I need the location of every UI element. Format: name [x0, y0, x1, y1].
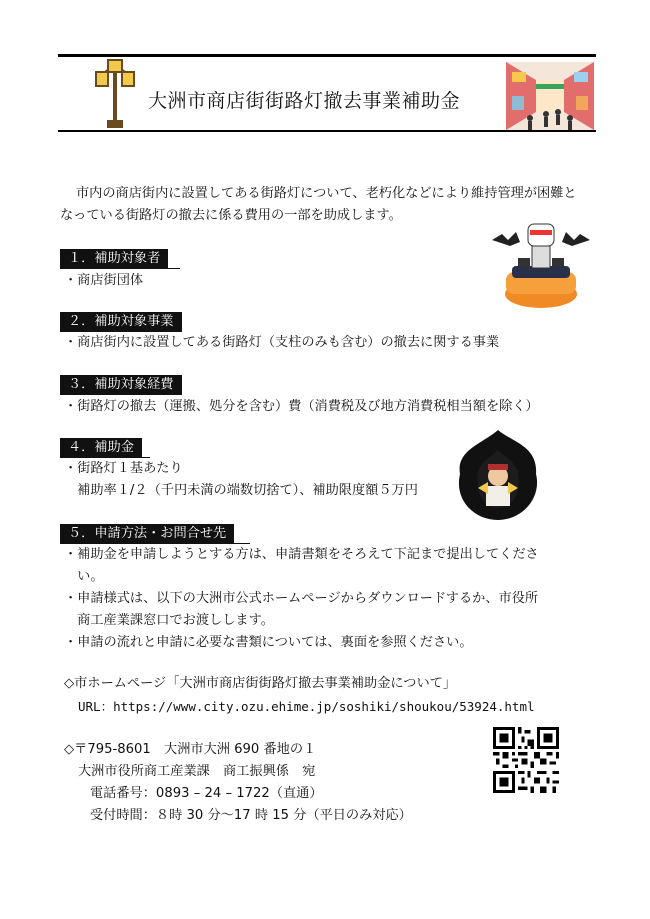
section-5-line-5: ・申請の流れと申請に必要な書類については、裏面を参照ください。	[64, 635, 473, 650]
section-5-line-4: 商工産業課窓口でお渡しします。	[64, 613, 274, 628]
page-title: 大洲市商店街街路灯撤去事業補助金	[148, 90, 461, 112]
section-3-line-1: ・街路灯の撤去（運搬、処分を含む）費（消費税及び地方消費税相当額を除く）	[64, 399, 539, 414]
section-heading-4: ４．補助金	[60, 438, 142, 457]
homepage-url-link[interactable]: URL：https://www.city.ozu.ehime.jp/soshiki/shoukou/53924.html	[78, 699, 535, 714]
section-heading-5: ５．申請方法・お問合せ先	[60, 524, 234, 543]
contact-hours: 受付時間：８時 30 分～17 時 15 分（平日のみ対応）	[90, 808, 412, 823]
section-5-line-2: い。	[64, 569, 104, 584]
qr-code-icon[interactable]	[493, 727, 559, 793]
section-4-line-1: ・街路灯１基あたり	[64, 461, 183, 476]
fire-character-illustration	[452, 428, 544, 522]
street-lamp-icon	[92, 58, 138, 132]
contact-office: 大洲市役所商工産業課 商工振興係 宛	[78, 764, 316, 779]
section-heading-2: ２．補助対象事業	[60, 312, 182, 331]
section-heading-3: ３．補助対象経費	[60, 375, 182, 394]
section-rule-1	[60, 268, 180, 269]
contact-address: ◇〒795-8601 大洲市大洲 690 番地の１	[64, 742, 317, 757]
homepage-label: ◇市ホームページ「大洲市商店街街路灯撤去事業補助金について」	[64, 676, 457, 691]
demolition-character-illustration	[490, 218, 592, 308]
section-heading-1: １．補助対象者	[60, 249, 168, 268]
title-rule-bottom	[58, 130, 596, 132]
intro-paragraph: 市内の商店街内に設置してある街路灯について、老朽化などにより維持管理が困難となっている街路灯の撤去に係る費用の一部を助成します。	[60, 186, 577, 223]
shopping-street-illustration	[506, 62, 594, 130]
section-5-line-3: ・申請様式は、以下の大洲市公式ホームページからダウンロードするか、市役所	[64, 591, 539, 606]
section-2-line-1: ・商店街内に設置してある街路灯（支柱のみも含む）の撤去に関する事業	[64, 335, 500, 350]
section-1-line-1: ・商店街団体	[64, 273, 144, 288]
section-4-line-2: 補助率１/２（千円未満の端数切捨て）、補助限度額５万円	[64, 483, 418, 498]
section-5-line-1: ・補助金を申請しようとする方は、申請書類をそろえて下記まで提出してくださ	[64, 547, 539, 562]
contact-phone: 電話番号：0893 – 24 – 1722（直通）	[90, 786, 323, 801]
section-rule-3	[60, 394, 182, 395]
title-rule-top	[58, 54, 596, 57]
